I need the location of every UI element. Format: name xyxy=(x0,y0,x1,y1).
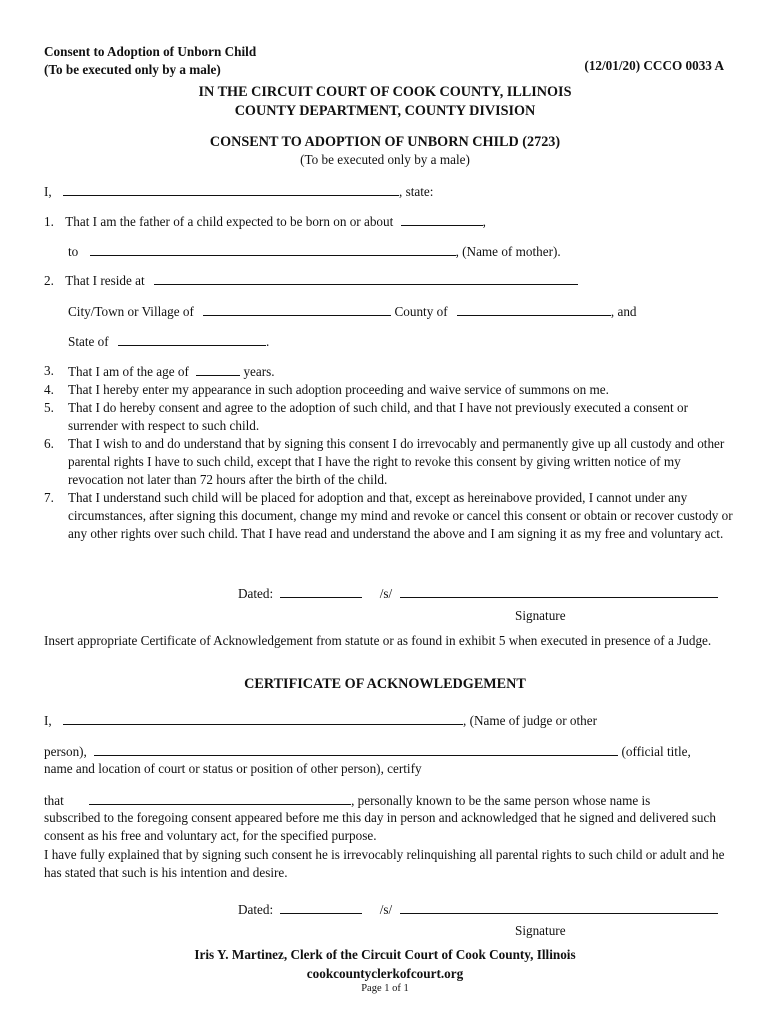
consent-statements-list xyxy=(44,362,734,543)
signature-block-2: Dated: /s/ xyxy=(238,900,718,919)
item-1-line: 1. That I am the father of a child expected to be born on or about , xyxy=(44,214,486,229)
county-field[interactable] xyxy=(457,302,611,316)
clerk-footer: Iris Y. Martinez, Clerk of the Circuit Court of Cook County, Illinois xyxy=(194,947,576,962)
certificate-title: CERTIFICATE OF ACKNOWLEDGEMENT xyxy=(244,676,526,692)
city-county-line: City/Town or Village of County of , and xyxy=(68,304,637,319)
intro-line: I, , state: xyxy=(44,184,434,199)
signature-label-2: Signature xyxy=(515,923,566,938)
person-line: person), (official title, xyxy=(44,744,691,759)
declarant-name-field[interactable] xyxy=(63,182,399,196)
name-location-line: name and location of court or status or position of other person), certify xyxy=(44,761,422,776)
signature-field-1[interactable] xyxy=(400,584,718,598)
signer-name-field[interactable] xyxy=(89,791,351,805)
that-line: that , personally known to be the same person whose name is xyxy=(44,793,651,808)
document-title: CONSENT TO ADOPTION OF UNBORN CHILD (2723) xyxy=(209,134,561,150)
mother-name-field[interactable] xyxy=(90,242,456,256)
form-subtitle: (To be executed only by a male) xyxy=(44,62,221,77)
page-number: Page 1 of 1 xyxy=(361,983,409,994)
expected-birth-date-field[interactable] xyxy=(401,212,483,226)
form-title: Consent to Adoption of Unborn Child xyxy=(44,44,257,59)
list-item: 6. That I wish to and do understand that by signing this consent I do irrevocably and permanently give up all custody and other parental rights I have to such child, except that I have the right to revoke this consent by giving written notice of my revocation not later than 72 hours after the birth of the child. xyxy=(44,436,725,487)
list-item: 5. That I do hereby consent and agree to the adoption of such child, and that I have not previously executed a consent or surrender with respect to such child. xyxy=(44,400,688,433)
judge-line: I, , (Name of judge or other xyxy=(44,713,598,728)
age-field[interactable] xyxy=(196,362,240,376)
document-subtitle: (To be executed only by a male) xyxy=(300,152,470,167)
certificate-body-1: subscribed to the foregoing consent appeared before me this day in person and acknowledged that he signed and delivered such consent as his free and voluntary act, for the specified purpose. xyxy=(44,810,716,843)
city-field[interactable] xyxy=(203,302,391,316)
official-title-field[interactable] xyxy=(94,742,618,756)
insert-note: Insert appropriate Certificate of Acknowledgement from statute or as found in exhibit 5 when executed in presence of a Judge. xyxy=(44,633,712,648)
signature-block-1: Dated: /s/ xyxy=(238,584,718,603)
signature-label-1: Signature xyxy=(515,608,566,623)
clerk-website: cookcountyclerkofcourt.org xyxy=(306,966,464,981)
signature-field-2[interactable] xyxy=(400,900,718,914)
state-line: State of . xyxy=(68,334,270,349)
court-line-2: COUNTY DEPARTMENT, COUNTY DIVISION xyxy=(234,103,536,119)
dated-field-2[interactable] xyxy=(280,900,362,914)
form-code: (12/01/20) CCCO 0033 A xyxy=(584,58,724,73)
court-line-1: IN THE CIRCUIT COURT OF COOK COUNTY, ILLINOIS xyxy=(198,84,572,100)
certificate-body-2: I have fully explained that by signing such consent he is irrevocably relinquishing all parental rights to such child or adult and he has stated that such is his intention and desire. xyxy=(44,847,725,880)
mother-line: to , (Name of mother). xyxy=(68,244,561,259)
item-2-line: 2. That I reside at xyxy=(44,271,578,290)
dated-field-1[interactable] xyxy=(280,584,362,598)
judge-name-field[interactable] xyxy=(63,711,463,725)
address-field[interactable] xyxy=(154,271,578,285)
list-item: 3. That I am of the age of years. xyxy=(44,363,275,379)
list-item: 4. That I hereby enter my appearance in such adoption proceeding and waive service of summons on me. xyxy=(44,382,609,397)
state-field[interactable] xyxy=(118,332,266,346)
list-item: 7. That I understand such child will be placed for adoption and that, except as hereinabove provided, I cannot under any circumstances, after signing this document, change my mind and revoke or cancel this consent or obtain or recover custody or any other rights over such child. That I have read and understand the above and I am signing it as my free and voluntary act. xyxy=(44,490,733,541)
